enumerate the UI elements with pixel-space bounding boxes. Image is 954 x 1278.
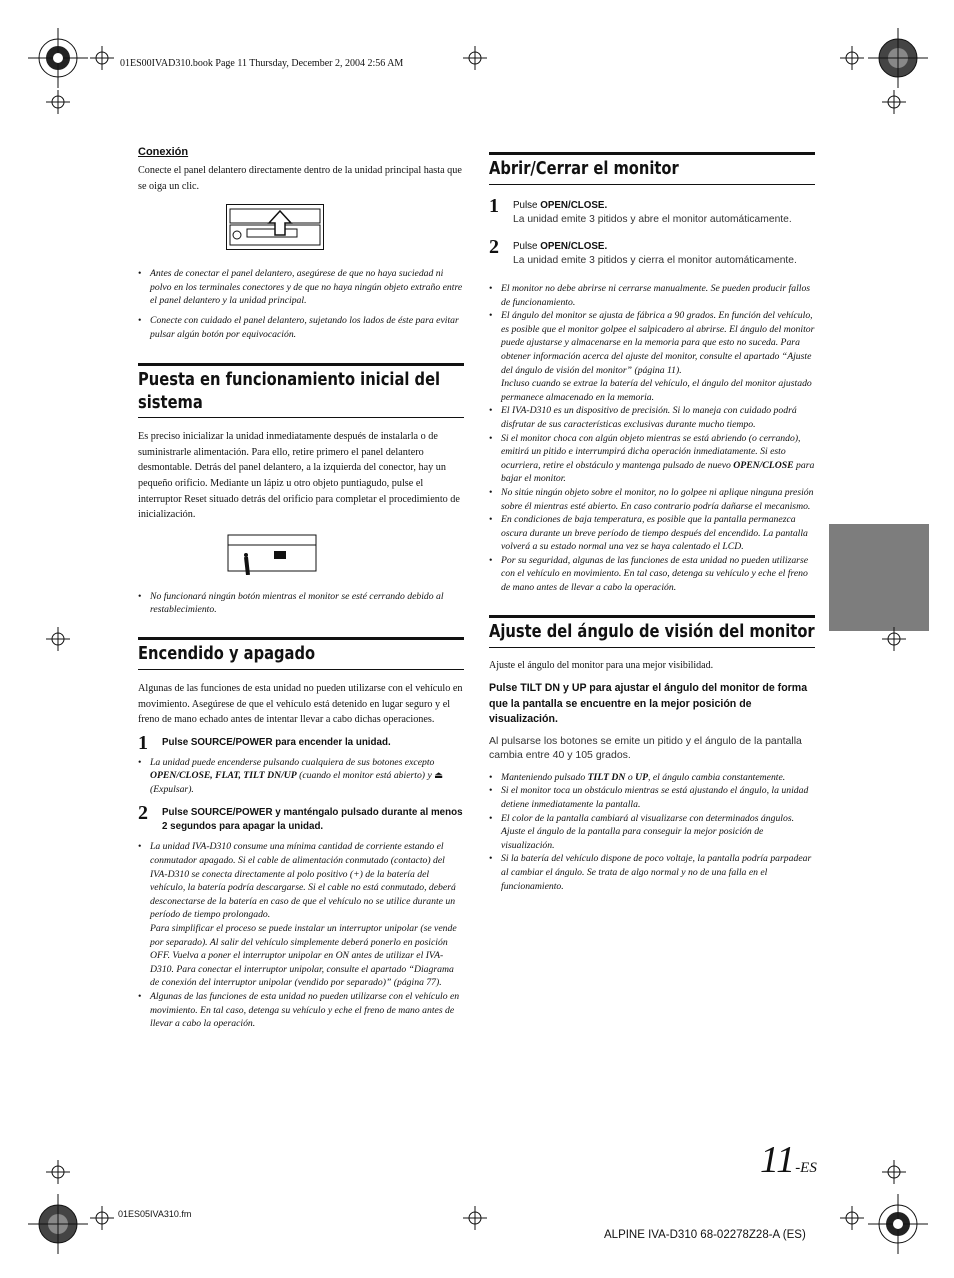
list-item	[489, 432, 815, 486]
right-column	[489, 146, 815, 893]
crosshair-icon	[882, 627, 906, 651]
abrir-heading	[489, 152, 815, 185]
key-open-close: OPEN/CLOSE	[540, 241, 605, 252]
ajuste-sub: Al pulsarse los botones se emite un pitido y el ángulo de la pantalla cambia entre 40 y 105 grados.	[489, 734, 802, 762]
list-item: • Conecte con cuidado el panel delantero, sujetando los lados de éste para evitar pulsar algún botón por equivocación.	[138, 314, 464, 341]
registration-mark-icon	[868, 1194, 928, 1254]
note-text: (Expulsar).	[150, 783, 194, 795]
key-tilt-dn: TILT DN	[520, 682, 561, 695]
list-item	[489, 309, 815, 404]
ajuste-heading	[489, 615, 815, 648]
footer-file: 01ES05IVA310.fm	[118, 1209, 192, 1219]
left-column	[138, 146, 464, 1031]
note-keys: UP	[635, 771, 649, 783]
step-text: .	[604, 241, 608, 252]
crosshair-icon	[46, 90, 70, 114]
encendido-step-2	[138, 802, 464, 834]
list-item: • Algunas de las funciones de esta unidad no pueden utilizarse con el vehículo en movimiento. En tal caso, detenga su vehículo y eche el freno de mano antes de llevar a cabo la operación.	[138, 990, 464, 1031]
crosshair-icon	[90, 1206, 114, 1230]
puesta-notes	[138, 590, 464, 617]
step-text: Pulse	[162, 807, 191, 819]
crosshair-icon	[882, 1160, 906, 1184]
note-keys: TILT DN	[587, 771, 626, 783]
reset-button-illustration	[226, 533, 318, 575]
note-keys: OPEN/CLOSE	[733, 459, 794, 471]
ajuste-instruction	[489, 681, 815, 728]
crosshair-icon	[46, 1160, 70, 1184]
key-open-close: OPEN/CLOSE	[540, 200, 605, 211]
note-text: La unidad IVA-D310 consume una mínima cantidad de corriente estando el conmutador apagado. Si el cable de alimentación conmutado (contacto) del IVA-D310 se conecta directamente al polo positivo (+) de la batería del vehículo, la batería podría descargarse. Si el cable no está conmutado, deberá desconectarse de la batería en caso de que el vehículo no se utilice durante un período de tiempo prolongado.	[150, 841, 456, 921]
step-text: Pulse	[513, 241, 541, 252]
encendido-step-1	[138, 731, 464, 754]
step-number: 1	[489, 195, 499, 217]
note-text: El ángulo del monitor se ajusta de fábrica a 90 grados. En función del vehículo, es posible que el monitor golpee el salpicadero al abrirse. El ángulo del monitor puede ajustarse y almacenarse en la memoria para que esto no suceda. Para obtener información acerca del ajuste del monitor, consulte el apartado “Ajuste del ángulo de visión del monitor” (página 11).	[501, 310, 815, 376]
list-item: • No funcionará ningún botón mientras el monitor se esté cerrando debido al restablecimiento.	[138, 590, 464, 617]
instr-text: Pulse	[489, 682, 521, 695]
page-number	[760, 1138, 817, 1182]
crosshair-icon	[463, 46, 487, 70]
section-tab	[829, 524, 929, 631]
conexion-heading: Conexión	[138, 146, 189, 158]
registration-mark-icon	[28, 28, 88, 88]
note-text: para bajar el monitor.	[501, 459, 815, 485]
note-text: (cuando el monitor está abierto) y	[296, 770, 435, 782]
eject-icon: ⏏	[434, 770, 444, 782]
crosshair-icon	[463, 1206, 487, 1230]
encendido-step2-notes	[138, 840, 464, 1030]
step-text: Pulse	[162, 736, 191, 748]
abrir-notes	[489, 282, 815, 595]
step-number: 1	[138, 731, 148, 754]
step-number: 2	[489, 236, 499, 258]
puesta-body: Es preciso inicializar la unidad inmediatamente después de instalarla o de suministrarle alimentación. Para ello, retire primero el panel delantero desmontable. Detrás del panel delantero, a la izquierda del conector, hay un pequeño orificio. Mediante un lápiz u otro objeto puntiagudo, pulse el interruptor Reset situado detrás del orificio para completar el procedimiento de inicialización.	[138, 431, 460, 521]
header-file-line: 01ES00IVAD310.book Page 11 Thursday, December 2, 2004 2:56 AM	[120, 58, 404, 69]
encendido-heading	[138, 637, 464, 670]
key-up: UP	[571, 682, 587, 695]
puesta-heading	[138, 363, 464, 418]
list-item: • Por su seguridad, algunas de las funciones de esta unidad no pueden utilizarse con el vehículo en movimiento. En tal caso, detenga su vehículo y eche el freno de mano antes de llevar a cabo la operación.	[489, 554, 815, 595]
list-item: • En condiciones de baja temperatura, es posible que la pantalla permanezca oscura durante un breve período de tiempo después del encendido. La pantalla volverá a su estado normal una vez se haya calentado el LCD.	[489, 513, 815, 554]
crosshair-icon	[46, 627, 70, 651]
step-text: .	[604, 200, 608, 211]
step-number: 2	[138, 802, 148, 825]
list-item: • El color de la pantalla cambiará al visualizarse con determinados ángulos. Ajuste el ángulo de la pantalla para conseguir la mejor posición de visualización.	[489, 812, 815, 853]
conexion-notes	[138, 267, 464, 341]
list-item	[138, 840, 464, 990]
step-text: Pulse	[513, 200, 541, 211]
puesta-title-line1: Puesta en funcionamiento inicial del	[138, 370, 441, 391]
step-description: La unidad emite 3 pitidos y abre el monitor automáticamente.	[513, 214, 792, 225]
crosshair-icon	[882, 90, 906, 114]
list-item: • El monitor no debe abrirse ni cerrarse manualmente. Se pueden producir fallos de funcionamiento.	[489, 282, 815, 309]
list-item	[489, 771, 815, 785]
list-item: • Antes de conectar el panel delantero, asegúrese de que no haya suciedad ni polvo en los terminales conectores y de que no haya ningún objeto extraño entre el panel delantero y la unidad principal.	[138, 267, 464, 308]
note-keys: OPEN/CLOSE, FLAT, TILT DN/UP	[150, 770, 297, 782]
crosshair-icon	[90, 46, 114, 70]
note-text: Manteniendo pulsado	[501, 771, 588, 783]
key-source-power: SOURCE/POWER	[190, 807, 273, 819]
page-number-value: 11	[760, 1139, 796, 1181]
key-source-power: SOURCE/POWER	[190, 736, 273, 748]
abrir-step-2	[489, 236, 815, 268]
note-text: o	[625, 771, 636, 783]
encendido-body: Algunas de las funciones de esta unidad no pueden utilizarse con el vehículo en movimiento. Asegúrese de que el vehículo está detenido en lugar seguro y el freno de mano echado antes de intentar llevar a cabo dichas operaciones.	[138, 682, 463, 726]
abrir-title: Abrir/Cerrar el monitor	[489, 159, 679, 179]
registration-mark-icon	[868, 28, 928, 88]
ajuste-notes	[489, 771, 815, 893]
step-text: y manténgalo pulsado durante al menos 2 segundos para apagar la unidad.	[162, 807, 463, 833]
ajuste-title: Ajuste del ángulo de visión del monitor	[489, 621, 815, 642]
note-text: Incluso cuando se extrae la batería del vehículo, el ángulo del monitor ajustado permanece almacenado en la memoria.	[501, 378, 812, 403]
crosshair-icon	[840, 1206, 864, 1230]
note-text: , el ángulo cambia constantemente.	[648, 771, 786, 783]
crosshair-icon	[840, 46, 864, 70]
list-item: • El IVA-D310 es un dispositivo de precisión. Si lo maneja con cuidado podrá disfrutar de sus características exclusivas durante mucho tiempo.	[489, 404, 815, 431]
ajuste-body: Ajuste el ángulo del monitor para una mejor visibilidad.	[489, 659, 714, 671]
note-text: Si el monitor choca con algún objeto mientras se está abriendo (o cerrando), emitirá un pitido e interrumpirá dicha operación inmediatamente. Si esto ocurriera, retire el obstáculo y mantenga pulsado de nuevo	[501, 432, 801, 471]
instr-text: para ajustar el ángulo del monitor de forma que la pantalla se encuentre en la mejor posición de visualización.	[489, 682, 808, 726]
list-item: • Si el monitor toca un obstáculo mientras se está ajustando el ángulo, la unidad detiene inmediatamente la pantalla.	[489, 784, 815, 811]
note-text: La unidad puede encenderse pulsando cualquiera de sus botones excepto	[150, 756, 435, 768]
encendido-step1-notes	[138, 756, 464, 797]
step-description: La unidad emite 3 pitidos y cierra el monitor automáticamente.	[513, 255, 797, 266]
list-item: • Si la batería del vehículo dispone de poco voltaje, la pantalla podría parpadear al cambiar el ángulo. Se trata de algo normal y no de una falla en el funcionamiento.	[489, 852, 815, 893]
conexion-body: Conecte el panel delantero directamente dentro de la unidad principal hasta que se oiga un clic.	[138, 165, 462, 192]
abrir-step-1	[489, 195, 815, 227]
puesta-title-line2: sistema	[138, 393, 203, 414]
list-item	[138, 756, 464, 797]
encendido-title: Encendido y apagado	[138, 643, 316, 664]
step-text: para encender la unidad.	[272, 736, 391, 748]
front-panel-attach-illustration	[226, 204, 324, 250]
registration-mark-icon	[28, 1194, 88, 1254]
footer-model: ALPINE IVA-D310 68-02278Z28-A (ES)	[604, 1229, 806, 1241]
note-text: Para simplificar el proceso se puede instalar un interruptor unipolar (se vende por separado). Al salir del vehículo simplemente deberá ponerlo en posición OFF. Vuelva a poner el interruptor unipolar en ON antes de utilizar el IVA-D310. Para conectar el interruptor unipolar, consulte el apartado “Diagrama de conexión del interruptor unipolar (vendido por separado)” (página 77).	[150, 923, 457, 989]
list-item: • No sitúe ningún objeto sobre el monitor, no lo golpee ni aplique ninguna presión sobre él mientras esté abierto. En caso contrario podría dañarse el mecanismo.	[489, 486, 815, 513]
page-number-suffix: -ES	[795, 1160, 817, 1176]
instr-text: y	[560, 682, 572, 695]
